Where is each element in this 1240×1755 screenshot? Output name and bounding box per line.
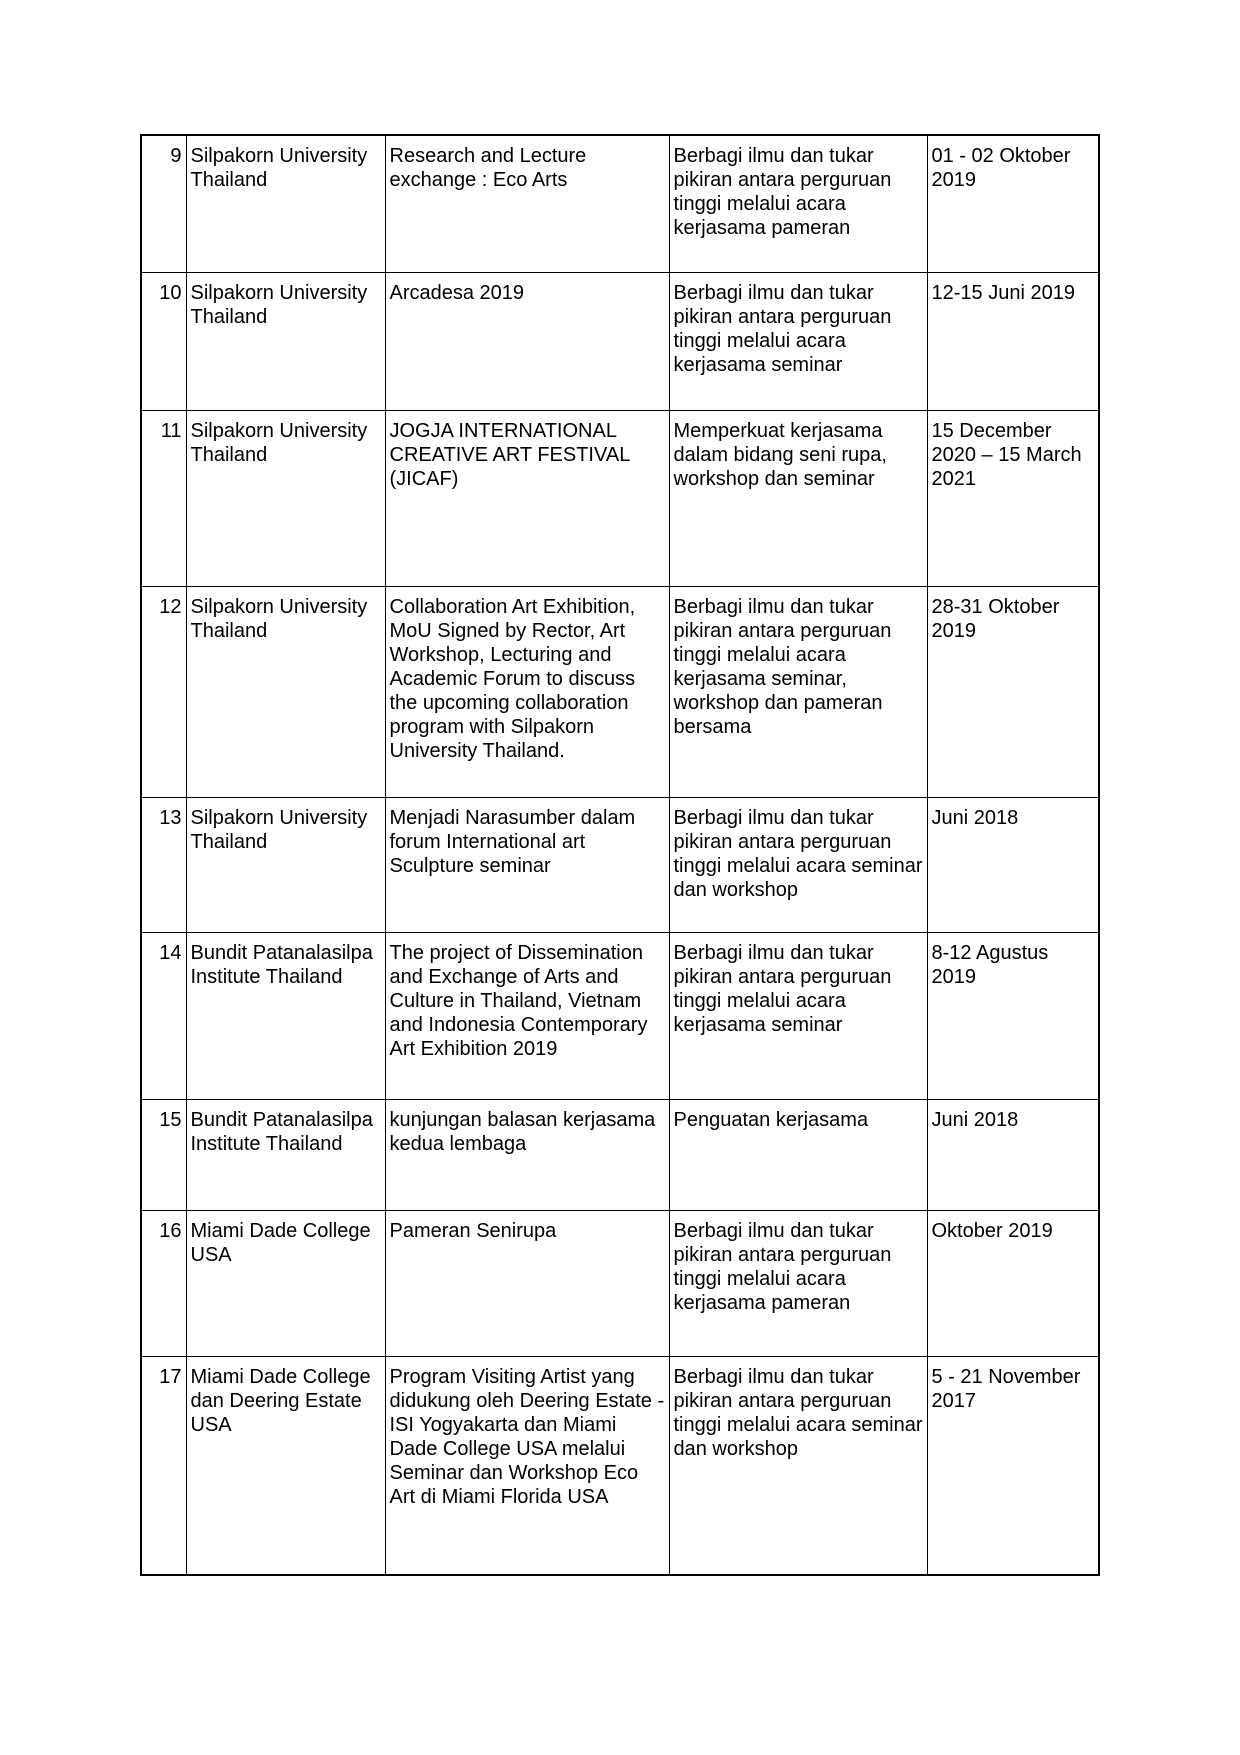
partner-institution: Miami Dade College dan Deering Estate USA	[186, 1356, 385, 1575]
activity-title: Menjadi Narasumber dalam forum International art Sculpture seminar	[385, 797, 669, 932]
activity-title: JOGJA INTERNATIONAL CREATIVE ART FESTIVAL (JICAF)	[385, 410, 669, 586]
activity-date: 15 December 2020 – 15 March 2021	[927, 410, 1099, 586]
partner-institution: Bundit Patanalasilpa Institute Thailand	[186, 932, 385, 1099]
activity-title: kunjungan balasan kerjasama kedua lembaga	[385, 1099, 669, 1210]
row-number: 12	[141, 586, 186, 797]
partner-institution: Silpakorn University Thailand	[186, 410, 385, 586]
document-page	[140, 134, 1098, 1576]
partner-institution: Silpakorn University Thailand	[186, 797, 385, 932]
row-number: 13	[141, 797, 186, 932]
activity-date: Oktober 2019	[927, 1210, 1099, 1356]
activity-date: 5 - 21 November 2017	[927, 1356, 1099, 1575]
activity-outcome: Berbagi ilmu dan tukar pikiran antara perguruan tinggi melalui acara kerjasama pameran	[669, 135, 927, 272]
partner-institution: Bundit Patanalasilpa Institute Thailand	[186, 1099, 385, 1210]
row-number: 14	[141, 932, 186, 1099]
table-row	[141, 797, 1099, 932]
row-number: 16	[141, 1210, 186, 1356]
partner-institution: Silpakorn University Thailand	[186, 586, 385, 797]
table-row	[141, 586, 1099, 797]
activity-date: Juni 2018	[927, 797, 1099, 932]
table-row	[141, 410, 1099, 586]
cooperation-table	[140, 134, 1100, 1576]
table-row	[141, 1356, 1099, 1575]
activity-outcome: Berbagi ilmu dan tukar pikiran antara perguruan tinggi melalui acara kerjasama seminar	[669, 272, 927, 410]
activity-outcome: Berbagi ilmu dan tukar pikiran antara perguruan tinggi melalui acara kerjasama seminar, workshop dan pameran bersama	[669, 586, 927, 797]
activity-title: Collaboration Art Exhibition, MoU Signed by Rector, Art Workshop, Lecturing and Academic Forum to discuss the upcoming collaboration program with Silpakorn University Thailand.	[385, 586, 669, 797]
activity-title: The project of Dissemination and Exchange of Arts and Culture in Thailand, Vietnam and Indonesia Contemporary Art Exhibition 2019	[385, 932, 669, 1099]
activity-outcome: Berbagi ilmu dan tukar pikiran antara perguruan tinggi melalui acara seminar dan workshop	[669, 797, 927, 932]
activity-title: Arcadesa 2019	[385, 272, 669, 410]
activity-outcome: Berbagi ilmu dan tukar pikiran antara perguruan tinggi melalui acara seminar dan workshop	[669, 1356, 927, 1575]
row-number: 15	[141, 1099, 186, 1210]
row-number: 17	[141, 1356, 186, 1575]
table-row	[141, 1210, 1099, 1356]
table-row	[141, 135, 1099, 272]
table-row	[141, 932, 1099, 1099]
activity-date: 01 - 02 Oktober 2019	[927, 135, 1099, 272]
activity-outcome: Penguatan kerjasama	[669, 1099, 927, 1210]
activity-title: Pameran Senirupa	[385, 1210, 669, 1356]
activity-outcome: Berbagi ilmu dan tukar pikiran antara perguruan tinggi melalui acara kerjasama seminar	[669, 932, 927, 1099]
row-number: 11	[141, 410, 186, 586]
activity-date: 8-12 Agustus 2019	[927, 932, 1099, 1099]
activity-title: Research and Lecture exchange : Eco Arts	[385, 135, 669, 272]
activity-date: Juni 2018	[927, 1099, 1099, 1210]
activity-date: 12-15 Juni 2019	[927, 272, 1099, 410]
activity-outcome: Berbagi ilmu dan tukar pikiran antara perguruan tinggi melalui acara kerjasama pameran	[669, 1210, 927, 1356]
activity-date: 28-31 Oktober 2019	[927, 586, 1099, 797]
table-row	[141, 272, 1099, 410]
partner-institution: Silpakorn University Thailand	[186, 272, 385, 410]
activity-outcome: Memperkuat kerjasama dalam bidang seni rupa, workshop dan seminar	[669, 410, 927, 586]
activity-title: Program Visiting Artist yang didukung oleh Deering Estate - ISI Yogyakarta dan Miami Dade College USA melalui Seminar dan Workshop Eco Art di Miami Florida USA	[385, 1356, 669, 1575]
partner-institution: Silpakorn University Thailand	[186, 135, 385, 272]
row-number: 10	[141, 272, 186, 410]
row-number: 9	[141, 135, 186, 272]
partner-institution: Miami Dade College USA	[186, 1210, 385, 1356]
table-row	[141, 1099, 1099, 1210]
